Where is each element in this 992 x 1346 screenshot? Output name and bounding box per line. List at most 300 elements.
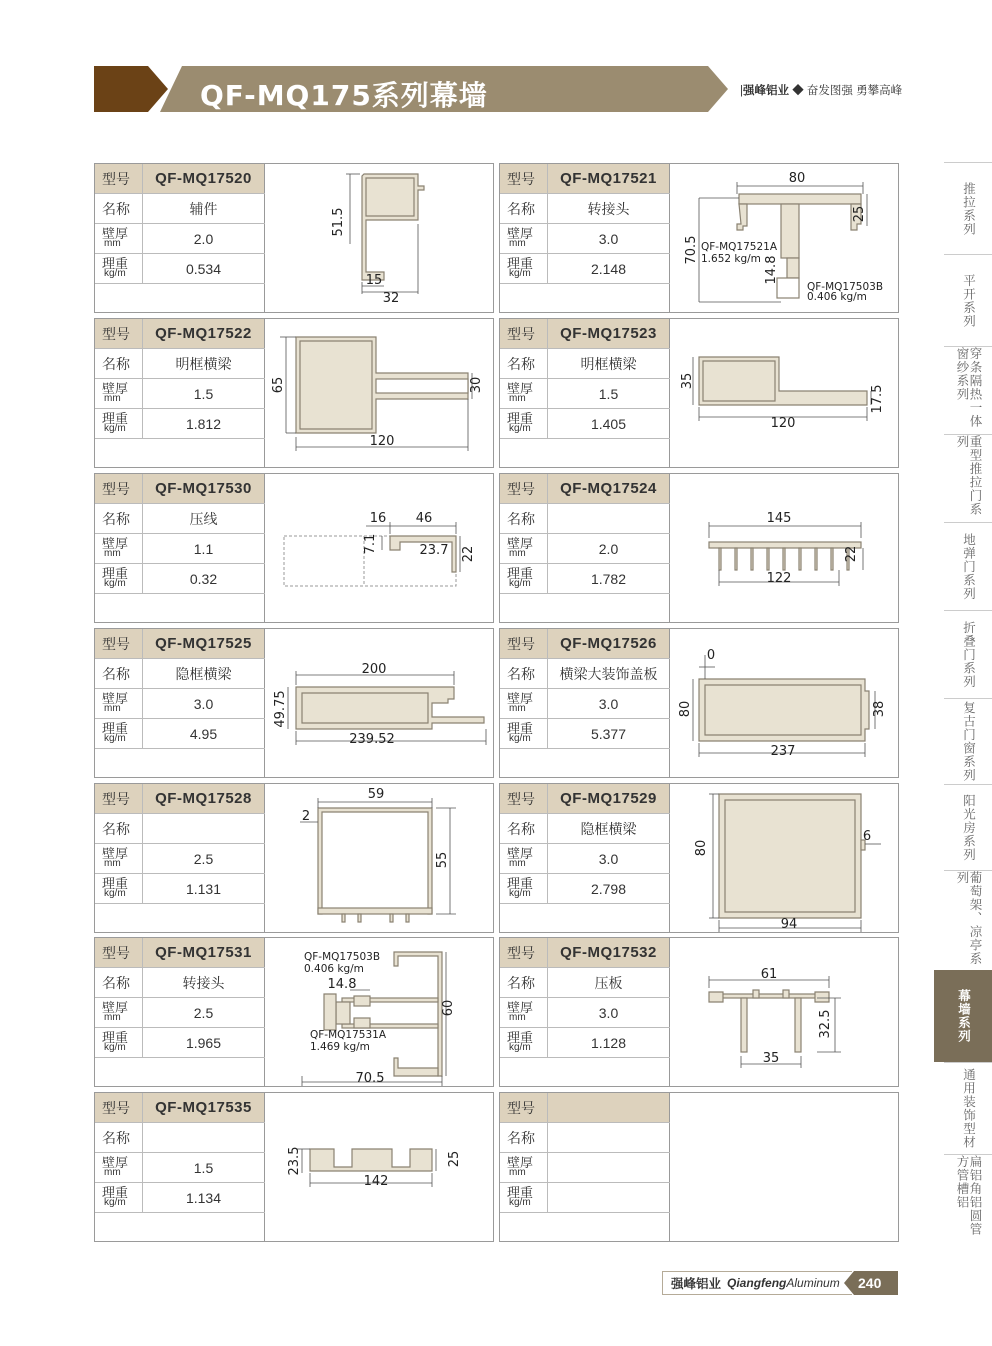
model-value: QF-MQ17525 [143,629,265,658]
spec-row-thickness [500,379,670,409]
dim-label: 15 [365,273,383,288]
dim-label: 14.8 [327,977,357,992]
spec-row-weight [500,1028,670,1058]
spec-row-weight [95,254,265,284]
dim-label: 25 [447,1150,462,1168]
profile-note: QF-MQ17521A [701,241,778,253]
dim-label: 61 [760,967,778,982]
spec-row-name [95,194,265,224]
category-sidebar [944,162,992,1242]
thickness-value [548,1153,670,1182]
weight-value: 5.377 [548,719,670,748]
profile-card [499,318,899,468]
weight-unit: kg/m [104,267,126,279]
sidebar-tab[interactable] [944,162,992,254]
name-value: 压线 [143,504,265,533]
dim-label: 23.7 [419,543,449,558]
model-label: 型号 [95,1093,143,1122]
dim-label: 23.5 [287,1146,302,1176]
spec-row-thickness [95,844,265,874]
model-value: QF-MQ17526 [548,629,670,658]
profile-cross-section [266,474,494,622]
dim-label: 145 [766,511,792,526]
profile-note: QF-MQ17531A [310,1029,387,1041]
profile-cross-section [266,938,494,1086]
thickness-label: 壁厚 [102,380,129,396]
spec-row-model [95,164,265,194]
dim-label: 70.5 [355,1071,385,1086]
thickness-label: 壁厚 [507,845,534,861]
thickness-unit: mm [509,1011,526,1023]
sidebar-tab[interactable] [944,784,992,870]
profile-drawing [266,164,494,312]
spec-row-name [95,814,265,844]
profile-drawing [266,474,494,622]
profile-card [499,473,899,623]
dim-label: 142 [363,1174,389,1189]
name-label: 名称 [500,349,548,378]
dim-label: 65 [271,376,286,394]
name-value: 隐框横梁 [548,814,670,843]
dim-label: 80 [678,700,693,718]
thickness-value: 3.0 [548,224,670,253]
name-label: 名称 [500,504,548,533]
weight-unit: kg/m [104,732,126,744]
profile-drawing [671,164,899,312]
profile-drawing [671,319,899,467]
dim-label: 59 [367,787,385,802]
name-label: 名称 [95,504,143,533]
thickness-unit: mm [509,702,526,714]
name-value: 转接头 [143,968,265,997]
sidebar-tab-label: 扁铝角铝圆管方管槽铝 [955,1155,982,1236]
weight-label: 理重 [507,720,534,736]
weight-value: 1.812 [143,409,265,438]
profile-drawing [671,1093,899,1241]
weight-value: 1.965 [143,1028,265,1057]
dim-label: 16 [369,511,387,526]
sidebar-tab-label: 幕墙系列 [956,989,971,1043]
thickness-unit: mm [104,1011,121,1023]
weight-value: 1.131 [143,874,265,903]
dim-label: 25 [852,205,867,223]
thickness-unit: mm [104,1166,121,1178]
thickness-unit: mm [104,702,121,714]
weight-value: 0.534 [143,254,265,283]
profile-cross-section [266,1093,494,1241]
spec-table [500,319,670,467]
spec-row-model [500,319,670,349]
spec-row-weight [95,564,265,594]
thickness-value: 2.0 [143,224,265,253]
weight-label: 理重 [102,720,129,736]
profile-card [499,783,899,933]
profile-card [94,318,494,468]
spec-row-name [500,194,670,224]
profile-cross-section [671,629,899,777]
weight-unit: kg/m [509,1196,531,1208]
thickness-unit: mm [509,547,526,559]
brand-name: 强峰铝业 [743,85,789,97]
thickness-unit: mm [104,237,121,249]
spec-row-thickness [500,1153,670,1183]
weight-value: 1.782 [548,564,670,593]
footer-brand-en-a: Qiangfeng [727,1276,787,1290]
name-label: 名称 [500,1123,548,1152]
name-label: 名称 [95,814,143,843]
thickness-label: 壁厚 [102,535,129,551]
name-value: 转接头 [548,194,670,223]
sidebar-tab-label: 阳光房系列 [961,793,976,862]
dim-label: 35 [762,1051,780,1066]
spec-row-name [500,1123,670,1153]
page-number: 240 [858,1275,882,1291]
dim-label: 94 [780,917,798,932]
weight-label: 理重 [102,565,129,581]
dim-label: 239.52 [349,732,395,747]
model-label: 型号 [95,784,143,813]
sidebar-tab[interactable] [944,1062,992,1154]
thickness-unit: mm [104,547,121,559]
dim-label: 32.5 [818,1009,833,1039]
sidebar-tab-label: 折叠门系列 [961,620,976,689]
thickness-value: 1.5 [548,379,670,408]
weight-label: 理重 [102,875,129,891]
spec-row-name [95,659,265,689]
profile-cross-section [671,319,899,467]
dim-label: 60 [441,999,456,1017]
name-value [548,1123,670,1152]
spec-row-weight [95,1183,265,1213]
profile-cross-section [671,474,899,622]
profile-note: QF-MQ17503B [304,951,381,963]
model-label: 型号 [500,1093,548,1122]
dim-label: 17.5 [870,384,885,414]
dim-label: 80 [694,839,709,857]
thickness-label: 壁厚 [507,1154,534,1170]
name-value: 明框横梁 [143,349,265,378]
profile-drawing [266,319,494,467]
thickness-label: 壁厚 [102,690,129,706]
profile-card [94,937,494,1087]
thickness-label: 壁厚 [507,690,534,706]
profile-drawing [266,784,494,932]
spec-row-name [95,1123,265,1153]
name-value [143,1123,265,1152]
thickness-label: 壁厚 [102,845,129,861]
weight-value: 1.405 [548,409,670,438]
name-label: 名称 [95,349,143,378]
sidebar-tab[interactable] [944,434,992,522]
spec-row-model [500,784,670,814]
weight-value: 1.128 [548,1028,670,1057]
weight-label: 理重 [102,255,129,271]
profile-cross-section [671,1093,899,1241]
spec-row-weight [500,874,670,904]
sidebar-tab[interactable] [944,346,992,434]
spec-row-thickness [500,998,670,1028]
profile-card [499,937,899,1087]
dim-label: 49.75 [273,690,288,728]
spec-table [500,1093,670,1241]
name-label: 名称 [95,1123,143,1152]
model-label: 型号 [95,319,143,348]
sidebar-tab-label: 重型推拉门系列 [955,435,982,516]
thickness-value: 2.5 [143,998,265,1027]
model-value: QF-MQ17524 [548,474,670,503]
spec-table [95,938,265,1086]
sidebar-tab-label: 平开系列 [961,273,976,328]
weight-unit: kg/m [509,1041,531,1053]
sidebar-tab[interactable] [944,522,992,610]
model-value: QF-MQ17532 [548,938,670,967]
model-value: QF-MQ17531 [143,938,265,967]
profile-card [94,473,494,623]
name-value: 辅件 [143,194,265,223]
page-title: QF-MQ175系列幕墙 [200,79,488,112]
thickness-unit: mm [509,857,526,869]
profile-drawing [671,629,899,777]
sidebar-tab-label: 地弹门系列 [961,532,976,601]
sidebar-tab[interactable] [934,970,992,1062]
model-label: 型号 [500,474,548,503]
spec-table [500,474,670,622]
model-label: 型号 [500,164,548,193]
weight-value: 2.148 [548,254,670,283]
spec-row-name [95,349,265,379]
weight-unit: kg/m [104,1196,126,1208]
model-label: 型号 [95,164,143,193]
thickness-label: 壁厚 [507,999,534,1015]
dim-label: 22 [844,545,859,563]
spec-row-weight [500,1183,670,1213]
spec-table [95,164,265,312]
profile-cross-section [266,629,494,777]
profile-cross-section [266,164,494,312]
name-value: 横梁大装饰盖板 [548,659,670,688]
profile-cross-section [671,784,899,932]
spec-row-model [95,319,265,349]
thickness-unit: mm [104,392,121,404]
model-label: 型号 [500,784,548,813]
spec-row-model [500,474,670,504]
dim-label: 200 [361,662,387,677]
spec-table [500,784,670,932]
spec-row-model [95,784,265,814]
dim-label: 70.5 [684,235,699,265]
profile-card [499,628,899,778]
header-slogan: |强峰铝业 ◆ 奋发图强 勇攀高峰 [740,85,903,97]
thickness-label: 壁厚 [102,225,129,241]
spec-table [500,938,670,1086]
spec-row-thickness [500,689,670,719]
spec-row-name [95,968,265,998]
weight-unit: kg/m [509,422,531,434]
sidebar-tab[interactable] [944,698,992,784]
profile-note: 0.406 kg/m [304,963,364,975]
weight-unit: kg/m [509,732,531,744]
dim-label: 30 [469,376,484,394]
spec-row-name [500,814,670,844]
dim-label: 38 [872,700,887,718]
spec-row-model [95,629,265,659]
name-label: 名称 [95,194,143,223]
name-label: 名称 [500,659,548,688]
weight-label: 理重 [102,1184,129,1200]
thickness-unit: mm [509,1166,526,1178]
spec-row-model [95,1093,265,1123]
footer-brand [662,1271,852,1295]
thickness-value: 1.5 [143,1153,265,1182]
spec-row-weight [95,409,265,439]
weight-value [548,1183,670,1212]
weight-unit: kg/m [104,422,126,434]
spec-row-thickness [500,534,670,564]
profile-note: 1.469 kg/m [310,1041,370,1053]
spec-row-weight [500,409,670,439]
thickness-value: 2.0 [548,534,670,563]
dim-label: 0 [706,648,716,663]
profile-note: QF-MQ17503B [807,281,884,293]
slogan-text: 奋发图强 勇攀高峰 [806,85,903,97]
weight-label: 理重 [102,1029,129,1045]
name-value [143,814,265,843]
thickness-value: 3.0 [548,689,670,718]
profile-drawing [671,784,899,932]
sidebar-tab[interactable] [944,254,992,346]
spec-row-model [95,938,265,968]
profile-cross-section [266,784,494,932]
thickness-label: 壁厚 [507,535,534,551]
thickness-label: 壁厚 [102,999,129,1015]
thickness-label: 壁厚 [507,225,534,241]
weight-unit: kg/m [104,1041,126,1053]
thickness-unit: mm [509,237,526,249]
spec-table [95,784,265,932]
spec-row-model [95,474,265,504]
thickness-value: 2.5 [143,844,265,873]
footer-brand-en-b: Aluminum [786,1276,840,1290]
spec-row-thickness [95,379,265,409]
weight-unit: kg/m [104,887,126,899]
profile-note: 1.652 kg/m [701,253,761,265]
dim-label: 35 [680,372,695,390]
weight-value: 4.95 [143,719,265,748]
weight-unit: kg/m [509,887,531,899]
weight-unit: kg/m [509,577,531,589]
thickness-unit: mm [509,392,526,404]
weight-label: 理重 [507,1184,534,1200]
profile-card [94,163,494,313]
spec-row-model [500,164,670,194]
name-label: 名称 [500,814,548,843]
profile-card [94,628,494,778]
model-value: QF-MQ17523 [548,319,670,348]
thickness-value: 3.0 [548,998,670,1027]
spec-row-thickness [95,998,265,1028]
thickness-value: 1.5 [143,379,265,408]
weight-label: 理重 [507,875,534,891]
sidebar-tab-label: 通用装饰型材 [961,1068,976,1149]
model-value: QF-MQ17530 [143,474,265,503]
page-footer [662,1271,898,1295]
footer-brand-cn: 强峰铝业 [671,1277,722,1291]
dim-label: 120 [770,416,796,431]
weight-label: 理重 [507,410,534,426]
model-label: 型号 [95,474,143,503]
profile-card [499,163,899,313]
header-banner-graphic [0,0,992,130]
name-label: 名称 [500,968,548,997]
spec-row-model [500,629,670,659]
dim-label: 7.1 [363,533,378,555]
spec-row-weight [95,719,265,749]
thickness-value: 1.1 [143,534,265,563]
thickness-label: 壁厚 [102,1154,129,1170]
name-value: 压板 [548,968,670,997]
sidebar-tab[interactable] [944,1154,992,1242]
profile-note: 0.406 kg/m [807,291,867,303]
name-value: 明框横梁 [548,349,670,378]
profile-card [94,1092,494,1242]
name-label: 名称 [95,968,143,997]
weight-value: 1.134 [143,1183,265,1212]
spec-row-name [500,349,670,379]
spec-row-name [500,504,670,534]
dim-label: 22 [461,545,476,563]
name-value: 隐框横梁 [143,659,265,688]
profile-drawing [671,474,899,622]
spec-table [95,629,265,777]
sidebar-tab[interactable] [944,610,992,698]
page-header [0,0,992,130]
profile-card [94,783,494,933]
weight-unit: kg/m [104,577,126,589]
profile-card [499,1092,899,1242]
model-value: QF-MQ17535 [143,1093,265,1122]
dim-label: 237 [770,744,796,759]
profile-drawing [266,629,494,777]
weight-unit: kg/m [509,267,531,279]
weight-value: 0.32 [143,564,265,593]
spec-table [95,474,265,622]
spec-row-weight [500,254,670,284]
sidebar-tab[interactable] [944,870,992,970]
dim-label: 14.8 [764,255,779,285]
name-label: 名称 [500,194,548,223]
weight-value: 2.798 [548,874,670,903]
model-label: 型号 [500,629,548,658]
sidebar-tab-label: 推拉系列 [961,181,976,236]
profile-cross-section [671,938,899,1086]
thickness-label: 壁厚 [507,380,534,396]
spec-row-thickness [95,224,265,254]
spec-row-weight [95,874,265,904]
profile-drawing [266,938,494,1086]
spec-row-name [95,504,265,534]
spec-row-thickness [95,1153,265,1183]
spec-table [95,319,265,467]
model-value: QF-MQ17529 [548,784,670,813]
spec-row-thickness [500,844,670,874]
profile-cross-section [671,164,899,312]
spec-table [95,1093,265,1241]
weight-label: 理重 [507,565,534,581]
thickness-unit: mm [104,857,121,869]
spec-row-weight [500,564,670,594]
model-value: QF-MQ17521 [548,164,670,193]
dim-label: 2 [301,809,311,824]
